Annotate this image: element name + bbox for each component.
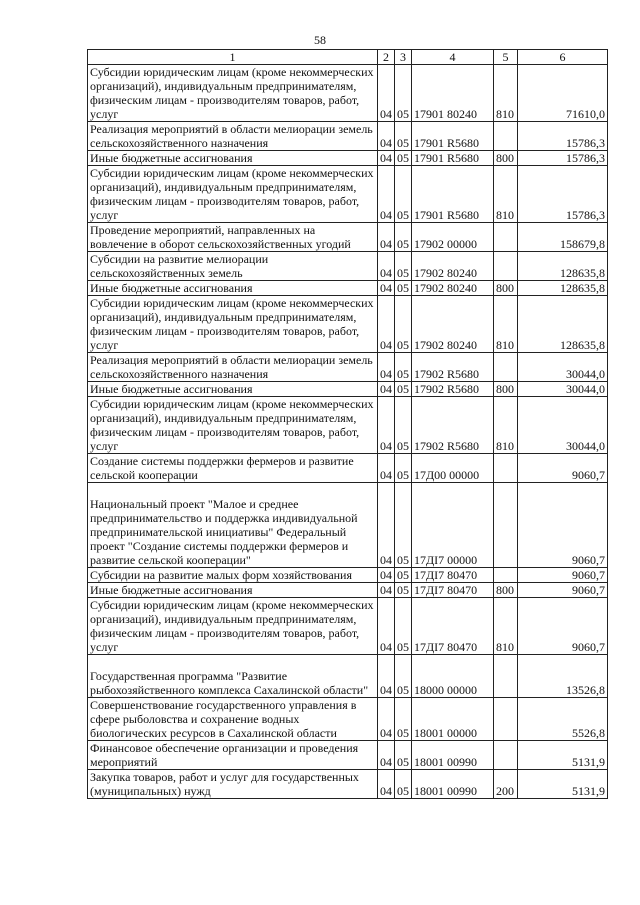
amount: 128635,8 xyxy=(518,281,608,296)
section-code: 04 xyxy=(378,598,395,655)
target-article-code: 17902 80240 xyxy=(412,252,494,281)
target-article-code: 17Д00 00000 xyxy=(412,454,494,483)
target-article-code: 17901 R5680 xyxy=(412,151,494,166)
subsection-code: 05 xyxy=(395,122,412,151)
section-code: 04 xyxy=(378,296,395,353)
amount: 128635,8 xyxy=(518,252,608,281)
expense-type-code xyxy=(494,741,518,770)
expense-type-code: 800 xyxy=(494,583,518,598)
amount: 15786,3 xyxy=(518,122,608,151)
table-row xyxy=(88,382,608,397)
target-article-code: 18001 00990 xyxy=(412,741,494,770)
table-body xyxy=(88,65,608,799)
row-name: Реализация мероприятий в области мелиорации земель сельскохозяйственного назначения xyxy=(88,122,378,151)
row-name: Субсидии юридическим лицам (кроме некоммерческих организаций), индивидуальным предпринимателям, физическим лицам - производителям товаров, работ, услуг xyxy=(88,397,378,454)
expense-type-code xyxy=(494,698,518,741)
table-row xyxy=(88,598,608,655)
target-article-code: 17ДI7 80470 xyxy=(412,598,494,655)
subsection-code: 05 xyxy=(395,151,412,166)
table-row xyxy=(88,252,608,281)
row-name: Национальный проект "Малое и среднее предпринимательство и поддержка индивидуальной предпринимательской инициативы" Федеральный проект "Создание системы поддержки фермеров и развитие сельской кооперации" xyxy=(88,483,378,568)
row-name: Субсидии на развитие мелиорации сельскохозяйственных земель xyxy=(88,252,378,281)
target-article-code: 17ДI7 80470 xyxy=(412,583,494,598)
subsection-code: 05 xyxy=(395,583,412,598)
column-header: 5 xyxy=(494,50,518,65)
target-article-code: 17902 80240 xyxy=(412,281,494,296)
subsection-code: 05 xyxy=(395,598,412,655)
target-article-code: 17902 R5680 xyxy=(412,382,494,397)
row-name: Субсидии юридическим лицам (кроме некоммерческих организаций), индивидуальным предпринимателям, физическим лицам - производителям товаров, работ, услуг xyxy=(88,65,378,122)
amount: 9060,7 xyxy=(518,583,608,598)
section-code: 04 xyxy=(378,122,395,151)
amount: 30044,0 xyxy=(518,353,608,382)
column-header: 6 xyxy=(518,50,608,65)
section-code: 04 xyxy=(378,281,395,296)
expense-type-code xyxy=(494,483,518,568)
subsection-code: 05 xyxy=(395,568,412,583)
table-row xyxy=(88,655,608,698)
target-article-code: 18000 00000 xyxy=(412,655,494,698)
amount: 9060,7 xyxy=(518,483,608,568)
subsection-code: 05 xyxy=(395,296,412,353)
amount: 15786,3 xyxy=(518,166,608,223)
table-row xyxy=(88,281,608,296)
row-name: Субсидии юридическим лицам (кроме некоммерческих организаций), индивидуальным предпринимателям, физическим лицам - производителям товаров, работ, услуг xyxy=(88,166,378,223)
expense-type-code: 810 xyxy=(494,296,518,353)
section-code: 04 xyxy=(378,397,395,454)
expense-type-code xyxy=(494,122,518,151)
target-article-code: 18001 00990 xyxy=(412,770,494,799)
header-row xyxy=(88,50,608,65)
section-code: 04 xyxy=(378,741,395,770)
amount: 30044,0 xyxy=(518,397,608,454)
subsection-code: 05 xyxy=(395,382,412,397)
expense-type-code xyxy=(494,454,518,483)
column-header: 1 xyxy=(88,50,378,65)
amount: 5131,9 xyxy=(518,770,608,799)
table-row xyxy=(88,568,608,583)
section-code: 04 xyxy=(378,698,395,741)
section-code: 04 xyxy=(378,454,395,483)
row-name: Проведение мероприятий, направленных на вовлечение в оборот сельскохозяйственных угодий xyxy=(88,223,378,252)
subsection-code: 05 xyxy=(395,252,412,281)
table-row xyxy=(88,770,608,799)
table-row xyxy=(88,223,608,252)
subsection-code: 05 xyxy=(395,770,412,799)
expense-type-code: 200 xyxy=(494,770,518,799)
subsection-code: 05 xyxy=(395,698,412,741)
amount: 5526,8 xyxy=(518,698,608,741)
section-code: 04 xyxy=(378,568,395,583)
row-name: Иные бюджетные ассигнования xyxy=(88,151,378,166)
section-code: 04 xyxy=(378,382,395,397)
budget-table xyxy=(87,49,608,799)
section-code: 04 xyxy=(378,583,395,598)
target-article-code: 17902 R5680 xyxy=(412,353,494,382)
expense-type-code: 810 xyxy=(494,166,518,223)
table-row xyxy=(88,151,608,166)
target-article-code: 17901 R5680 xyxy=(412,122,494,151)
table-row xyxy=(88,454,608,483)
target-article-code: 18001 00000 xyxy=(412,698,494,741)
row-name: Реализация мероприятий в области мелиорации земель сельскохозяйственного назначения xyxy=(88,353,378,382)
amount: 128635,8 xyxy=(518,296,608,353)
row-name: Государственная программа "Развитие рыбохозяйственного комплекса Сахалинской области" xyxy=(88,655,378,698)
table-row xyxy=(88,353,608,382)
target-article-code: 17ДI7 00000 xyxy=(412,483,494,568)
amount: 71610,0 xyxy=(518,65,608,122)
amount: 9060,7 xyxy=(518,454,608,483)
target-article-code: 17902 80240 xyxy=(412,296,494,353)
subsection-code: 05 xyxy=(395,454,412,483)
row-name: Субсидии юридическим лицам (кроме некоммерческих организаций), индивидуальным предпринимателям, физическим лицам - производителям товаров, работ, услуг xyxy=(88,598,378,655)
amount: 30044,0 xyxy=(518,382,608,397)
amount: 13526,8 xyxy=(518,655,608,698)
subsection-code: 05 xyxy=(395,655,412,698)
section-code: 04 xyxy=(378,223,395,252)
expense-type-code: 810 xyxy=(494,598,518,655)
expense-type-code xyxy=(494,655,518,698)
row-name: Финансовое обеспечение организации и проведения мероприятий xyxy=(88,741,378,770)
amount: 5131,9 xyxy=(518,741,608,770)
section-code: 04 xyxy=(378,353,395,382)
subsection-code: 05 xyxy=(395,65,412,122)
section-code: 04 xyxy=(378,151,395,166)
table-row xyxy=(88,741,608,770)
amount: 9060,7 xyxy=(518,598,608,655)
row-name: Совершенствование государственного управления в сфере рыболовства и сохранение водных биологических ресурсов в Сахалинской области xyxy=(88,698,378,741)
table-row xyxy=(88,483,608,568)
section-code: 04 xyxy=(378,65,395,122)
section-code: 04 xyxy=(378,166,395,223)
page-number: 58 xyxy=(314,33,326,47)
subsection-code: 05 xyxy=(395,166,412,223)
subsection-code: 05 xyxy=(395,741,412,770)
table-row xyxy=(88,296,608,353)
row-name: Субсидии юридическим лицам (кроме некоммерческих организаций), индивидуальным предпринимателям, физическим лицам - производителям товаров, работ, услуг xyxy=(88,296,378,353)
section-code: 04 xyxy=(378,483,395,568)
subsection-code: 05 xyxy=(395,397,412,454)
target-article-code: 17902 00000 xyxy=(412,223,494,252)
column-header: 2 xyxy=(378,50,395,65)
column-header: 3 xyxy=(395,50,412,65)
table-row xyxy=(88,65,608,122)
amount: 9060,7 xyxy=(518,568,608,583)
expense-type-code xyxy=(494,353,518,382)
amount: 15786,3 xyxy=(518,151,608,166)
subsection-code: 05 xyxy=(395,483,412,568)
row-name: Иные бюджетные ассигнования xyxy=(88,382,378,397)
expense-type-code: 800 xyxy=(494,281,518,296)
subsection-code: 05 xyxy=(395,281,412,296)
row-name: Иные бюджетные ассигнования xyxy=(88,583,378,598)
expense-type-code: 800 xyxy=(494,382,518,397)
amount: 158679,8 xyxy=(518,223,608,252)
row-name: Субсидии на развитие малых форм хозяйствования xyxy=(88,568,378,583)
row-name: Создание системы поддержки фермеров и развитие сельской кооперации xyxy=(88,454,378,483)
expense-type-code xyxy=(494,568,518,583)
subsection-code: 05 xyxy=(395,353,412,382)
table-row xyxy=(88,166,608,223)
expense-type-code: 810 xyxy=(494,397,518,454)
target-article-code: 17902 R5680 xyxy=(412,397,494,454)
column-header: 4 xyxy=(412,50,494,65)
expense-type-code: 800 xyxy=(494,151,518,166)
target-article-code: 17ДI7 80470 xyxy=(412,568,494,583)
expense-type-code xyxy=(494,252,518,281)
target-article-code: 17901 80240 xyxy=(412,65,494,122)
table-row xyxy=(88,122,608,151)
target-article-code: 17901 R5680 xyxy=(412,166,494,223)
row-name: Закупка товаров, работ и услуг для государственных (муниципальных) нужд xyxy=(88,770,378,799)
row-name: Иные бюджетные ассигнования xyxy=(88,281,378,296)
subsection-code: 05 xyxy=(395,223,412,252)
section-code: 04 xyxy=(378,655,395,698)
expense-type-code xyxy=(494,223,518,252)
table-row xyxy=(88,583,608,598)
section-code: 04 xyxy=(378,770,395,799)
table-row xyxy=(88,397,608,454)
section-code: 04 xyxy=(378,252,395,281)
table-row xyxy=(88,698,608,741)
expense-type-code: 810 xyxy=(494,65,518,122)
